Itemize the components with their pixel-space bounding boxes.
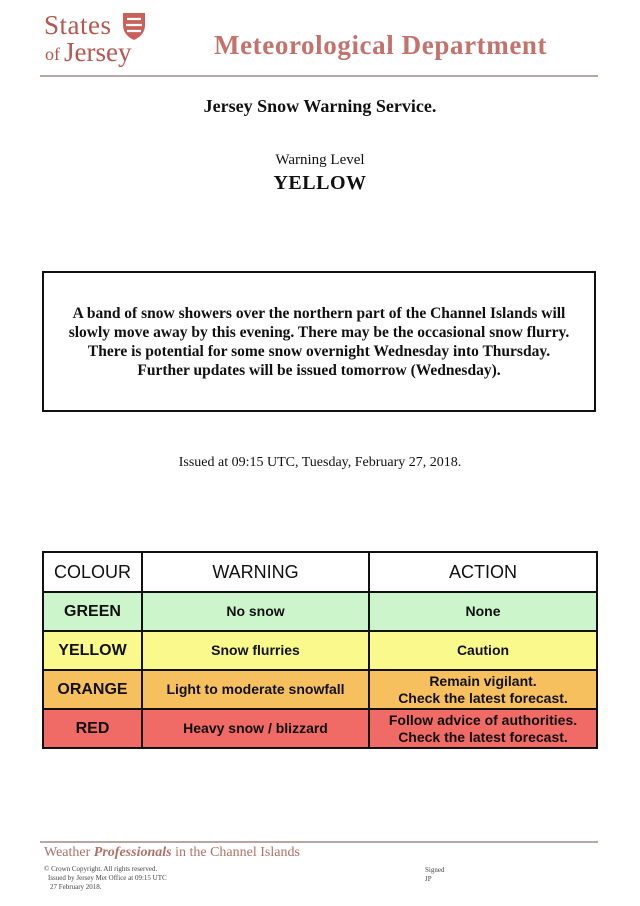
table-header-row bbox=[43, 552, 597, 592]
row-warning: Light to moderate snowfall bbox=[142, 670, 369, 709]
row-warning: Heavy snow / blizzard bbox=[142, 709, 369, 748]
row-action-line-2: Check the latest forecast. bbox=[398, 689, 568, 706]
footer-date: 27 February 2018. bbox=[50, 883, 102, 891]
header-colour: COLOUR bbox=[43, 552, 142, 592]
message-line-1: A band of snow showers over the northern part of the Channel Islands will slowly move away by this evening. There may be the occasional snow flurry. bbox=[68, 304, 570, 341]
row-action bbox=[369, 709, 597, 748]
footer-issued-by: Issued by Jersey Met Office at 09:15 UTC bbox=[48, 874, 167, 882]
tagline-emphasis: Professionals bbox=[93, 845, 172, 860]
row-action bbox=[369, 592, 597, 631]
logo-text-of: of bbox=[45, 44, 60, 64]
row-action-line-1: Remain vigilant. bbox=[429, 672, 537, 689]
logo-text-jersey: Jersey bbox=[64, 37, 132, 67]
service-title: Jersey Snow Warning Service. bbox=[203, 96, 437, 116]
footer-tagline bbox=[44, 845, 300, 861]
issued-timestamp: Issued at 09:15 UTC, Tuesday, February 27, 2018. bbox=[178, 455, 462, 470]
row-colour: GREEN bbox=[43, 592, 142, 631]
states-of-jersey-logo bbox=[44, 10, 154, 72]
row-colour: YELLOW bbox=[43, 631, 142, 670]
header-action: ACTION bbox=[369, 552, 597, 592]
row-action-line-1: Caution bbox=[456, 642, 510, 658]
table-row-yellow bbox=[43, 631, 597, 670]
logo-text-states: States bbox=[44, 10, 112, 40]
table-row-green bbox=[43, 592, 597, 631]
header-divider bbox=[40, 75, 598, 77]
row-warning: No snow bbox=[142, 592, 369, 631]
warning-level-value: YELLOW bbox=[273, 172, 367, 194]
warning-levels-table bbox=[42, 551, 598, 749]
row-action bbox=[369, 631, 597, 670]
row-colour: RED bbox=[43, 709, 142, 748]
message-line-3: Further updates will be issued tomorrow (Wednesday). bbox=[137, 361, 501, 379]
row-action bbox=[369, 670, 597, 709]
table-row-red bbox=[43, 709, 597, 748]
row-action-line-2: Check the latest forecast. bbox=[398, 728, 568, 745]
warning-level-label: Warning Level bbox=[275, 152, 365, 168]
tagline-pre: Weather bbox=[44, 845, 91, 860]
footer-copyright: © Crown Copyright. All rights reserved. bbox=[44, 865, 158, 873]
row-warning: Snow flurries bbox=[142, 631, 369, 670]
table-row-orange bbox=[43, 670, 597, 709]
footer-divider bbox=[40, 841, 598, 843]
row-action-line-1: None bbox=[465, 603, 501, 619]
warning-message-box bbox=[42, 271, 596, 412]
footer-signed-label: Signed bbox=[425, 866, 445, 874]
row-action-line-1: Follow advice of authorities. bbox=[388, 711, 578, 728]
header-warning: WARNING bbox=[142, 552, 369, 592]
department-title: Meteorological Department bbox=[214, 30, 548, 60]
tagline-post: in the Channel Islands bbox=[175, 845, 300, 860]
footer-signed-by: JP bbox=[425, 875, 432, 883]
message-line-2: There is potential for some snow overnight Wednesday into Thursday. bbox=[87, 342, 551, 360]
row-colour: ORANGE bbox=[43, 670, 142, 709]
